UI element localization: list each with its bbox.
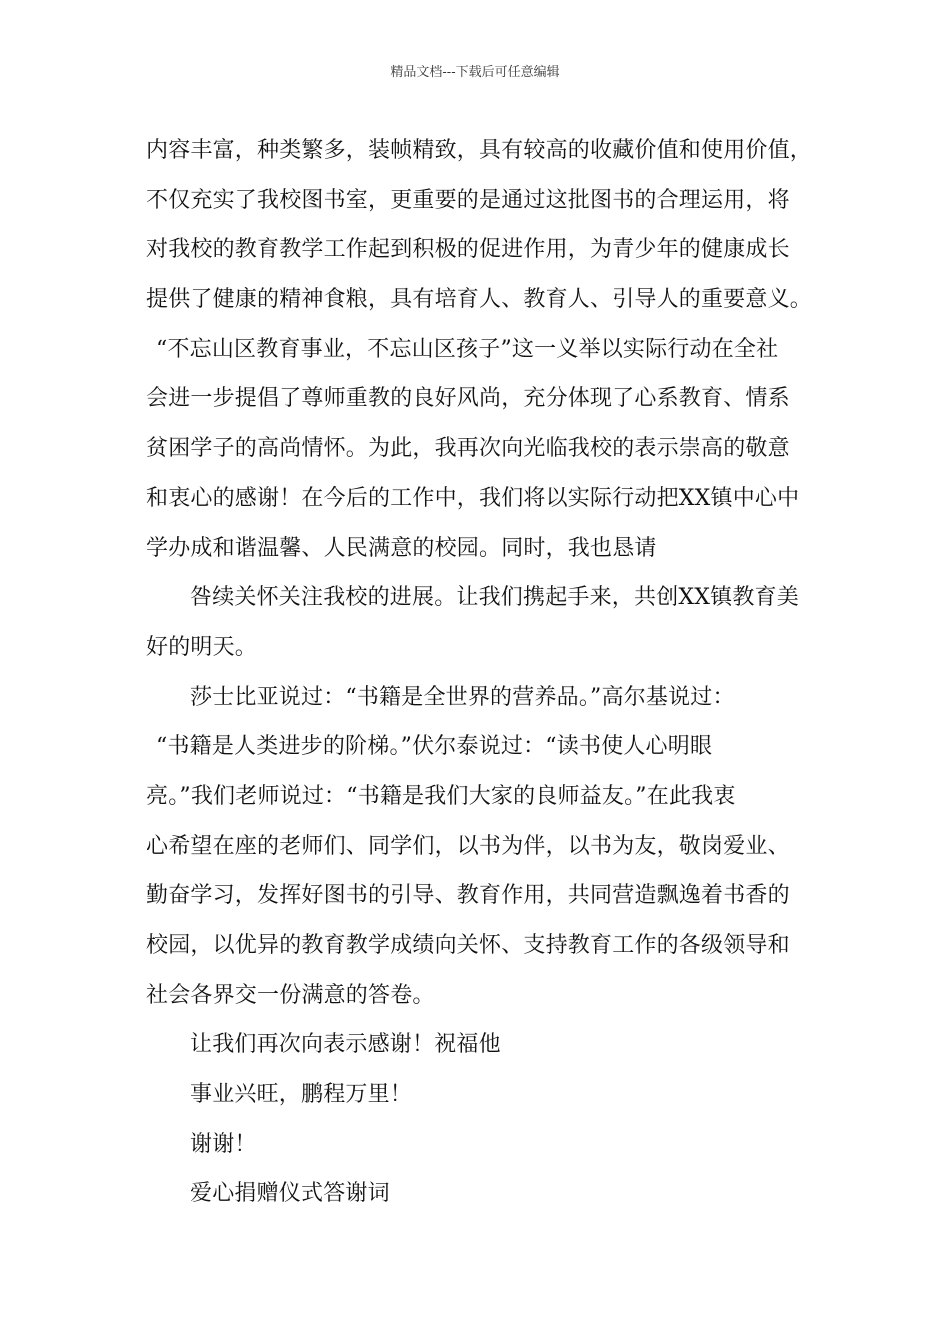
text-line: 会进一步提倡了尊师重教的良好风尚，充分体现了心系教育、情系: [146, 386, 790, 412]
text-line: 贫困学子的高尚情怀。为此，我再次向光临我校的表示崇高的敬意: [146, 436, 790, 462]
document-body: [146, 126, 818, 1219]
text-line: 校园，以优异的教育教学成绩向关怀、支持教育工作的各级领导和: [146, 933, 790, 958]
text-line: 亮。”我们老师说过：“书籍是我们大家的良师益友。”在此我衷: [146, 783, 736, 809]
text-line: 提供了健康的精神食粮，具有培育人、教育人、引导人的重要意义。: [146, 287, 813, 313]
text-line: 事业兴旺，鹏程万里！: [190, 1082, 413, 1108]
text-line: 让我们再次向表示感谢！祝福他: [190, 1032, 501, 1058]
text-line: “不忘山区教育事业，不忘山区孩子”这一义举以实际行动在全社: [156, 336, 779, 362]
text-line: 勤奋学习，发挥好图书的引导、教育作用，共同营造飘逸着书香的: [146, 883, 790, 909]
text-line: 内容丰富，种类繁多，装帧精致，具有较高的收藏价值和使用价值，: [146, 138, 813, 163]
page-header: 精品文档---下载后可任意编辑: [390, 65, 560, 80]
text-line: 对我校的教育教学工作起到积极的促进作用，为青少年的健康成长: [146, 237, 790, 263]
text-line: 谢谢！: [190, 1131, 257, 1157]
text-line: 心希望在座的老师们、同学们，以书为伴，以书为友，敬岗爱业、: [146, 833, 790, 859]
text-line: 不仅充实了我校图书室，更重要的是通过这批图书的合理运用，将: [146, 187, 790, 213]
text-line: 学办成和谐温馨、人民满意的校园。同时，我也恳请: [146, 535, 657, 561]
text-line: 咎续关怀关注我校的进展。让我们携起手来，共创XX镇教育美: [190, 585, 799, 611]
document-title-line: 爱心捐赠仪式答谢词: [190, 1181, 390, 1207]
text-line: 和衷心的感谢！在今后的工作中，我们将以实际行动把XX镇中心中: [146, 485, 800, 511]
text-line: “书籍是人类进步的阶梯。”伏尔泰说过：“读书使人心明眼: [156, 734, 713, 760]
text-line: 莎士比亚说过：“书籍是全世界的营养品。”高尔基说过：: [190, 684, 735, 710]
text-line: 社会各界交一份满意的答卷。: [146, 982, 435, 1008]
text-line: 好的明天。: [146, 634, 258, 660]
